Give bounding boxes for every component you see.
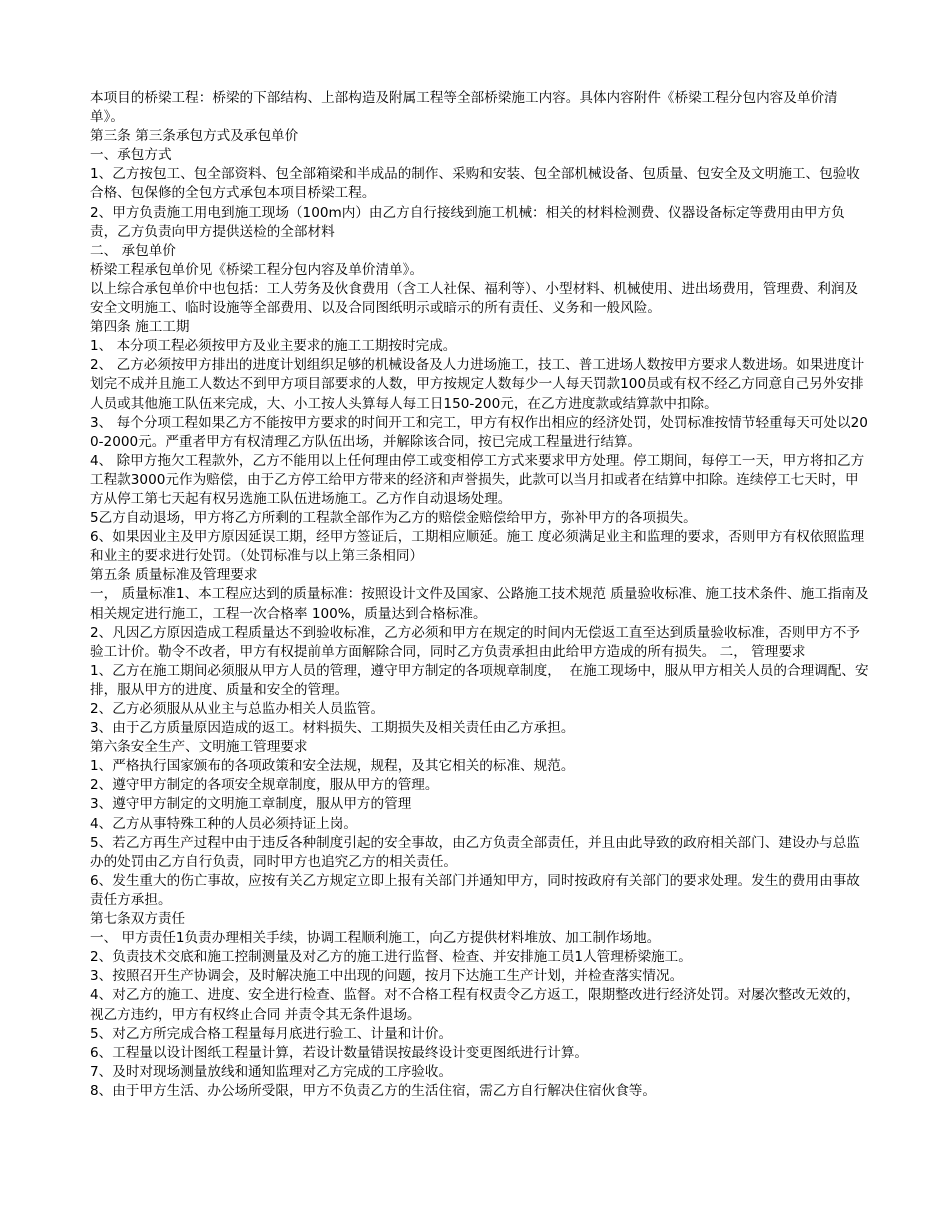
clause-paragraph: 1、乙方按包工、包全部资料、包全部箱梁和半成品的制作、采购和安装、包全部机械设备、包质量、包安全及文明施工、包验收合格、包保修的全包方式承包本项目桥梁工程。 bbox=[90, 166, 860, 202]
clause-paragraph: 2、凡因乙方原因造成工程质量达不到验收标准，乙方必须和甲方在规定的时间内无偿返工直至达到质量验收标准，否则甲方不予验工计价。勒令不改者，甲方有权提前单方面解除合同，同时乙方负责承担由此给甲方造成的所有损失。 二， 管理要求 bbox=[90, 624, 860, 660]
clause-paragraph: 2、负责技术交底和施工控制测量及对乙方的施工进行监督、检查、并安排施工员1人管理桥梁施工。 bbox=[90, 949, 692, 966]
article-6-heading: 第六条安全生产、文明施工管理要求 bbox=[90, 739, 308, 756]
document-body bbox=[90, 89, 870, 1101]
clause-paragraph: 一， 质量标准1、本工程应达到的质量标准：按照设计文件及国家、公路施工技术规范 质量验收标准、施工技术条件、施工指南及相关规定进行施工，工程一次合格率 100%，质量达到合格标准。 bbox=[90, 586, 869, 622]
article-3-heading: 第三条 第三条承包方式及承包单价 bbox=[90, 128, 299, 145]
clause-paragraph: 桥梁工程承包单价见《桥梁工程分包内容及单价清单》。 bbox=[90, 261, 424, 278]
clause-paragraph: 一、 甲方责任1负责办理相关手续，协调工程顺利施工，向乙方提供材料堆放、加工制作场地。 bbox=[90, 930, 661, 947]
clause-paragraph: 6、工程量以设计图纸工程量计算，若设计数量错误按最终设计变更图纸进行计算。 bbox=[90, 1044, 589, 1061]
intro-paragraph: 本项目的桥梁工程：桥梁的下部结构、上部构造及附属工程等全部桥梁施工内容。具体内容附件《桥梁工程分包内容及单价清单》。 bbox=[90, 90, 838, 126]
section-heading: 二、 承包单价 bbox=[90, 242, 176, 259]
clause-paragraph: 5、若乙方再生产过程中由于违反各种制度引起的安全事故，由乙方负责全部责任，并且由此导致的政府相关部门、建设办与总监办的处罚由乙方自行负责，同时甲方也追究乙方的相关责任。 bbox=[90, 834, 860, 870]
clause-paragraph: 2、乙方必须服从从业主与总监办相关人员监管。 bbox=[90, 701, 385, 717]
article-7-heading: 第七条双方责任 bbox=[90, 911, 186, 928]
clause-paragraph: 1、 本分项工程必须按甲方及业主要求的施工工期按时完成。 bbox=[90, 338, 457, 355]
clause-paragraph: 4、乙方从事特殊工种的人员必须持证上岗。 bbox=[90, 815, 357, 832]
clause-paragraph: 8、由于甲方生活、办公场所受限，甲方不负责乙方的生活住宿，需乙方自行解决住宿伙食等。 bbox=[90, 1082, 656, 1099]
section-heading: 一、承包方式 bbox=[90, 147, 172, 164]
clause-paragraph: 2、遵守甲方制定的各项安全规章制度，服从甲方的管理。 bbox=[90, 777, 439, 794]
clause-paragraph: 1、乙方在施工期间必须服从甲方人员的管理，遵守甲方制定的各项规章制度， 在施工现场中，服从甲方相关人员的合理调配、安排，服从甲方的进度、质量和安全的管理。 bbox=[90, 662, 869, 698]
clause-paragraph: 2、甲方负责施工用电到施工现场（100m内）由乙方自行接线到施工机械：相关的材料检测费、仪器设备标定等费用由甲方负责，乙方负责向甲方提供送检的全部材料 bbox=[90, 204, 845, 240]
clause-paragraph: 5乙方自动退场，甲方将乙方所剩的工程款全部作为乙方的赔偿金赔偿给甲方，弥补甲方的各项损失。 bbox=[90, 510, 697, 527]
article-4-heading: 第四条 施工工期 bbox=[90, 319, 190, 336]
clause-paragraph: 6、如果因业主及甲方原因延误工期，经甲方签证后，工期相应顺延。施工 度必须满足业主和监理的要求，否则甲方有权依照监理和业主的要求进行处罚。（处罚标准与以上第三条相同） bbox=[90, 529, 865, 565]
clause-paragraph: 5、对乙方所完成合格工程量每月底进行验工、计量和计价。 bbox=[90, 1025, 453, 1042]
clause-paragraph: 3、按照召开生产协调会，及时解决施工中出现的问题，按月下达施工生产计划，并检查落实情况。 bbox=[90, 968, 684, 985]
article-5-heading: 第五条 质量标准及管理要求 bbox=[90, 567, 258, 584]
clause-paragraph: 3、由于乙方质量原因造成的返工。材料损失、工期损失及相关责任由乙方承担。 bbox=[90, 720, 575, 737]
clause-paragraph: 3、遵守甲方制定的文明施工章制度，服从甲方的管理 bbox=[90, 796, 412, 813]
clause-paragraph: 以上综合承包单价中也包括：工人劳务及伙食费用（含工人社保、福利等）、小型材料、机械使用、进出场费用，管理费、利润及安全文明施工、临时设施等全部费用、以及合同图纸明示或暗示的所有责任、义务和一般风险。 bbox=[90, 280, 859, 317]
clause-paragraph: 1、严格执行国家颁布的各项政策和安全法规，规程，及其它相关的标准、规范。 bbox=[90, 758, 575, 775]
clause-paragraph: 7、及时对现场测量放线和通知监理对乙方完成的工序验收。 bbox=[90, 1063, 453, 1080]
clause-paragraph: 6、发生重大的伤亡事故，应按有关乙方规定立即上报有关部门并通知甲方，同时按政府有关部门的要求处理。发生的费用由事故责任方承担。 bbox=[90, 872, 860, 908]
clause-paragraph: 4、 除甲方拖欠工程款外，乙方不能用以上任何理由停工或变相停工方式来要求甲方处理。停工期间，每停工一天，甲方将扣乙方工程款3000元作为赔偿，由于乙方停工给甲方带来的经济和声誉损失，此款可以当月扣或者在结算中扣除。连续停工七天时，甲方从停工第七天起有权另选施工队伍进场施工。乙方作自动退场处理。 bbox=[90, 452, 865, 507]
clause-paragraph: 4、对乙方的施工、进度、安全进行检查、监督。对不合格工程有权责令乙方返工，限期整改进行经济处罚。对屡次整改无效的，视乙方违约，甲方有权终止合同 并责令其无条件退场。 bbox=[90, 987, 860, 1023]
clause-paragraph: 2、 乙方必须按甲方排出的进度计划组织足够的机械设备及人力进场施工，技工、普工进场人数按甲方要求人数进场。如果进度计划完不成并且施工人数达不到甲方项目部要求的人数，甲方按规定人数每少一人每天罚款100员或有权不经乙方同意自己另外安排人员或其他施工队伍来完成，大、小工按人头算每人每工日150-200元，在乙方进度款或结算款中扣除。 bbox=[90, 357, 865, 412]
clause-paragraph: 3、 每个分项工程如果乙方不能按甲方要求的时间开工和完工，甲方有权作出相应的经济处罚，处罚标准按情节轻重每天可处以200-2000元。严重者甲方有权清理乙方队伍出场，并解除该合同，按已完成工程量进行结算。 bbox=[90, 414, 868, 450]
